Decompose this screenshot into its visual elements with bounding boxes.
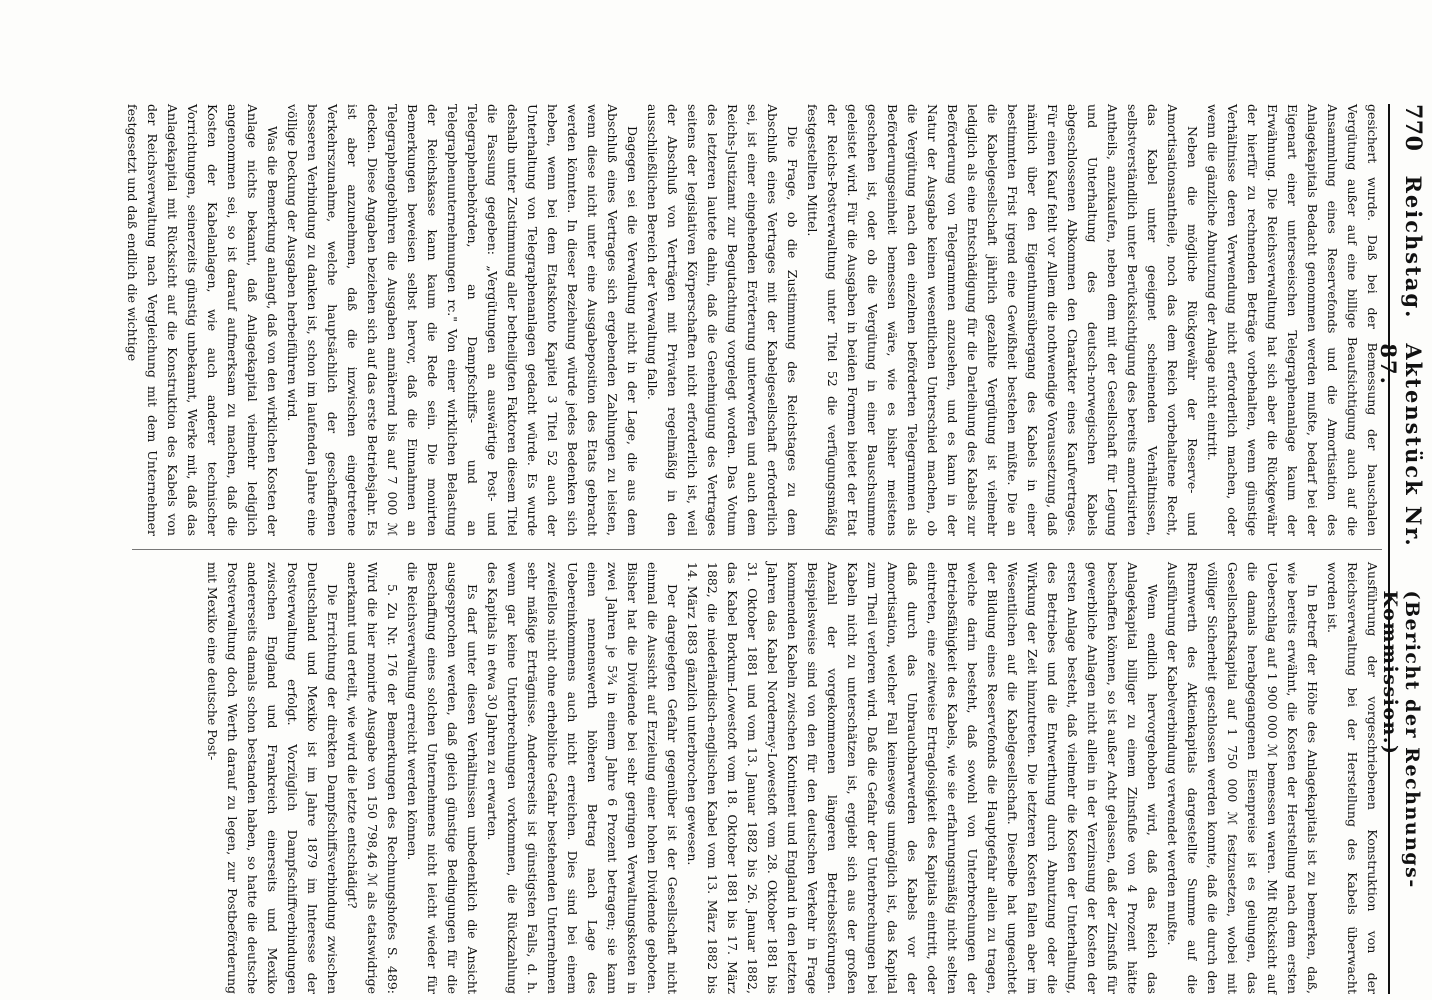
page-content xyxy=(126,104,1426,994)
left-paragraph: Dagegen sei die Verwaltung nicht in der Lage, die aus dem Abschluß eines Vertrages sich ergebenden Zahlungen zu leisten, wenn diese nicht unter eine Ausgabeposition des Etats gebracht werden könnten. In dieser Beziehung würde jedes Bedenken sich heben, wenn bei dem Etatskonto Kapitel 3 Titel 52 auch der Unterhaltung von Telegraphenanlagen gedacht würde. Es wurde deshalb unter Zustimmung aller betheiligten Faktoren diesem Titel die Fassung gegeben: „Vergütungen an auswärtige Post- und Telegraphenbehörden, an Dampfschiffs- und an Telegraphenunternehmungen rc." Von einer wirklichen Belastung der Reichskasse kann kaum die Rede sein. Die monirten Bemerkungen beweisen selbst hervor, daß die Einnahmen an Telegraphengebühren die Ausgaben annähernd bis auf 7 000 ℳ decken. Diese Angaben beziehen sich auf das erste Betriebsjahr. Es ist aber anzunehmen, daß die inzwischen eingetretene Verkehrszunahme, welche hauptsächlich der geschaffenen besseren Verbindung zu danken ist, schon im laufenden Jahre eine völlige Deckung der Ausgaben herbeiführen wird. xyxy=(285,104,640,536)
column-divider xyxy=(132,549,1382,550)
left-column xyxy=(122,104,1382,536)
right-paragraph: Ausführung der vorgeschriebenen Konstruktion von der Reichsverwaltung bei der Herstellung des Kabels überwacht worden ist. xyxy=(1325,562,1380,994)
running-header xyxy=(1376,104,1426,994)
right-paragraph: Die Errichtung der direkten Dampfschiffsverbindung zwischen Deutschland und Mexiko ist im Jahre 1879 im Interesse der Postverwaltung erfolgt. Vorzüglich Dampfschiffverbindungen zwischen England und Frankreich einerseits und Mexiko andererseits damals schon bestanden haben, so hatte die deutsche Postverwaltung doch Werth darauf zu legen, zur Postbeförderung mit Mexiko eine deutsche Post- xyxy=(205,562,340,994)
left-paragraph: Die Frage, ob die Zustimmung des Reichstages zu dem Abschluß eines Vertrages mit der Kabelgesellschaft erforderlich sei, ist einer eingehenden Erörterung unterworfen und auch dem Reichs-Justizamt zur Begutachtung vorgelegt worden. Das Votum des letzteren lautete dahin, daß die Genehmigung des Vertrages seitens der legislativen Körperschaften nicht erforderlich ist, weil der Abschluß von Verträgen mit Privaten regelmäßig in den ausschließlichen Bereich der Verwaltung falle. xyxy=(645,104,800,536)
right-paragraph: Der dargelegten Gefahr gegenüber ist der Gesellschaft nicht einmal die Aussicht auf Erzielung einer hohen Dividende geboten. Bisher hat die Dividende bei sehr geringen Verwaltungskosten in zwei Jahren je 5¾ in einem Jahre 6 Prozent betragen; sie kann einen nennenswerth höheren Betrag nach Lage des Uebereinkommens auch nicht erreichen. Dies sind bei einem zweifellos nicht ohne erhebliche Gefahr bestehenden Unternehmen sehr mäßige Erträgnisse. Andererseits ist günstigsten Falls, d. h. wenn gar keine Unterbrechungen vorkommen, die Rückzahlung des Kapitals in etwa 30 Jahren zu erwarten. xyxy=(485,562,680,994)
header-title-center: Aktenstück Nr. 87. xyxy=(1376,343,1426,548)
header-rule xyxy=(1388,104,1390,994)
right-column xyxy=(202,562,1382,994)
left-paragraph: Was die Bemerkung anlangt, daß von den wirklichen Kosten der Anlage nichts bekannt, daß Anlagekapital vielmehr lediglich angenommen sei, so ist darauf aufmerksam zu machen, daß die Kosten der Kabelanlagen, wie auch anderer technischer Vorrichtungen, seinerzeits günstig unbekannt, Werke mit, daß das Anlagekapital mit Rücksicht auf die Konstruktion des Kabels von der Reichsverwaltung nach Vergleichung mit dem Unternehmer festgesetzt und daß endlich die wichtige xyxy=(125,104,280,536)
page-number: 770 xyxy=(1400,104,1426,152)
right-paragraph: Es darf unter diesen Verhältnissen unbedenklich die Ansicht ausgesprochen werden, daß gleich günstige Bedingungen für die Beschaffung eines solchen Unternehmens nicht leicht wieder für die Reichsverwaltung erreicht werden können. xyxy=(405,562,480,994)
left-paragraph: Neben die mögliche Rückgewähr der Reserve- und Amortisationsantheile, noch das dem Reich vorbehaltene Recht, das Kabel unter geeignet scheinenden Verhältnissen, selbstverständlich unter Berücksichtigung des bereits amortisirten Antheils, anzukaufen, neben dem mit der Gesellschaft für Legung und Unterhaltung des deutsch-norwegischen Kabels abgeschlossenen Abkommen den Charakter eines Kaufvertrages. Für einen Kauf fehlt vor Allem die nothwendige Voraussetzung, daß nämlich über den Eigenthumsübergang des Kabels in einer bestimmten Frist irgend eine Gewißheit bestehen müßte. Die an die Kabelgesellschaft jährlich gezahlte Vergütung ist vielmehr lediglich als eine Entschädigung für die Darleihung des Kabels zur Beförderung von Telegrammen anzusehen, und es kann in der Natur der Ausgabe keinen wesentlichen Unterschied machen, ob die Vergütung nach den einzelnen beförderten Telegrammen als Beförderungseinheit bemessen wäre, wie es bisher meistens geschehen ist, oder ob die Vergütung in einer Bauschsumme geleistet wird. Für die Ausgaben in beiden Formen bietet der Etat der Reichs-Postverwaltung unter Titel 52 die verfügungsmäßig festgestellten Mittel. xyxy=(805,104,1200,536)
header-title-right: (Bericht der Rechnungs-Kommission.) xyxy=(1379,590,1423,889)
right-paragraph: In Betreff der Höhe des Anlagekapitals ist zu bemerken, daß, wie bereits erwähnt, die Kosten der Herstellung nach dem ersten Ueberschlag auf 1 900 000 ℳ bemessen waren. Mit Rücksicht auf die damals herabgegangenen Eisenpreise ist es gelungen, das Gesellschaftskapital auf 1 750 000 ℳ festzusetzen, wobei mit völliger Sicherheit geschlossen werden konnte, daß die durch den Rennwerth des Aktienkapitals dargestellte Summe auf die Ausführung der Kabelverbindung verwendet werden mußte. xyxy=(1165,562,1320,994)
left-paragraph: gesichert wurde. Daß bei der Bemessung der bauschalen Vergütung außer auf eine billige Beaufsichtigung auch auf die Ansammlung eines Reservefonds und die Amortisation des Anlagekapitals Bedacht genommen werden mußte, bedarf bei der Eigenart einer unterseeischen Telegraphenanlage kaum der Erwähnung. Die Reichsverwaltung hat sich aber die Rückgewähr der hierfür zu rechnenden Beträge vorbehalten, wenn günstige Verhältnisse deren Verwendung nicht erforderlich machen, oder wenn die gänzliche Abnutzung der Anlage nicht eintritt. xyxy=(1205,104,1380,536)
numbered-question: 5. Zu Nr. 176 der Bemerkungen des Rechnungshofes S. 489: Wird die hier monirte Ausgabe von 150 798,46 ℳ als etatswidrige anerkannt und erteilt, wie wird die letzte entschädigt? xyxy=(345,562,400,994)
right-paragraph: Wenn endlich hervorgehoben wird, daß das Reich das Anlagekapital billiger zu einem Zinsfuße von 4 Prozent hätte beschaffen können, so ist außer Acht gelassen, daß der Zinsfuß für gewerbliche Anlagen nicht allein in der Verzinsung der Kosten der ersten Anlage besteht, daß vielmehr die Kosten der Unterhaltung, des Betriebes und die Entwerthung durch Abnutzung oder die Wirkung der Zeit hinzutreten. Die letzteren Kosten fallen aber im Wesentlichen auf die Kabelgesellschaft. Dieselbe hat ungeachtet der Bildung eines Reservefonds die Hauptgefahr allein zu tragen, welche darin besteht, daß sowohl von Unterbrechungen der Betriebsfähigkeit des Kabels, wie sie erfahrungsmäßig nicht selten eintreten, eine zeitweise Ertraglosigkeit des Kapitals eintritt, oder daß durch das Unbrauchbarwerden des Kabels vor der Amortisation, welcher Fall keineswegs unmöglich ist, das Kapital zum Theil verloren wird. Daß die Gefahr der Unterbrechungen bei Kabeln nicht zu unterschätzen ist, ergiebt sich aus der großen Anzahl der vorgekommenen längeren Betriebsstörungen. Beispielsweise sind von den für den deutschen Verkehr in Frage kommenden Kabeln zwischen Kontinent und England in den letzten Jahren das Kabel Norderney-Lowestoft vom 28. Oktober 1881 bis 31. Oktober 1881 und vom 13. Januar 1882 bis 26. Januar 1882, das Kabel Borkum-Lowestoft vom 18. Oktober 1881 bis 17. März 1882, die niederländisch-englischen Kabel vom 13. März 1882 bis 14. März 1883 gänzlich unterbrochen gewesen. xyxy=(685,562,1160,994)
header-title-left: Reichstag. xyxy=(1401,175,1426,320)
